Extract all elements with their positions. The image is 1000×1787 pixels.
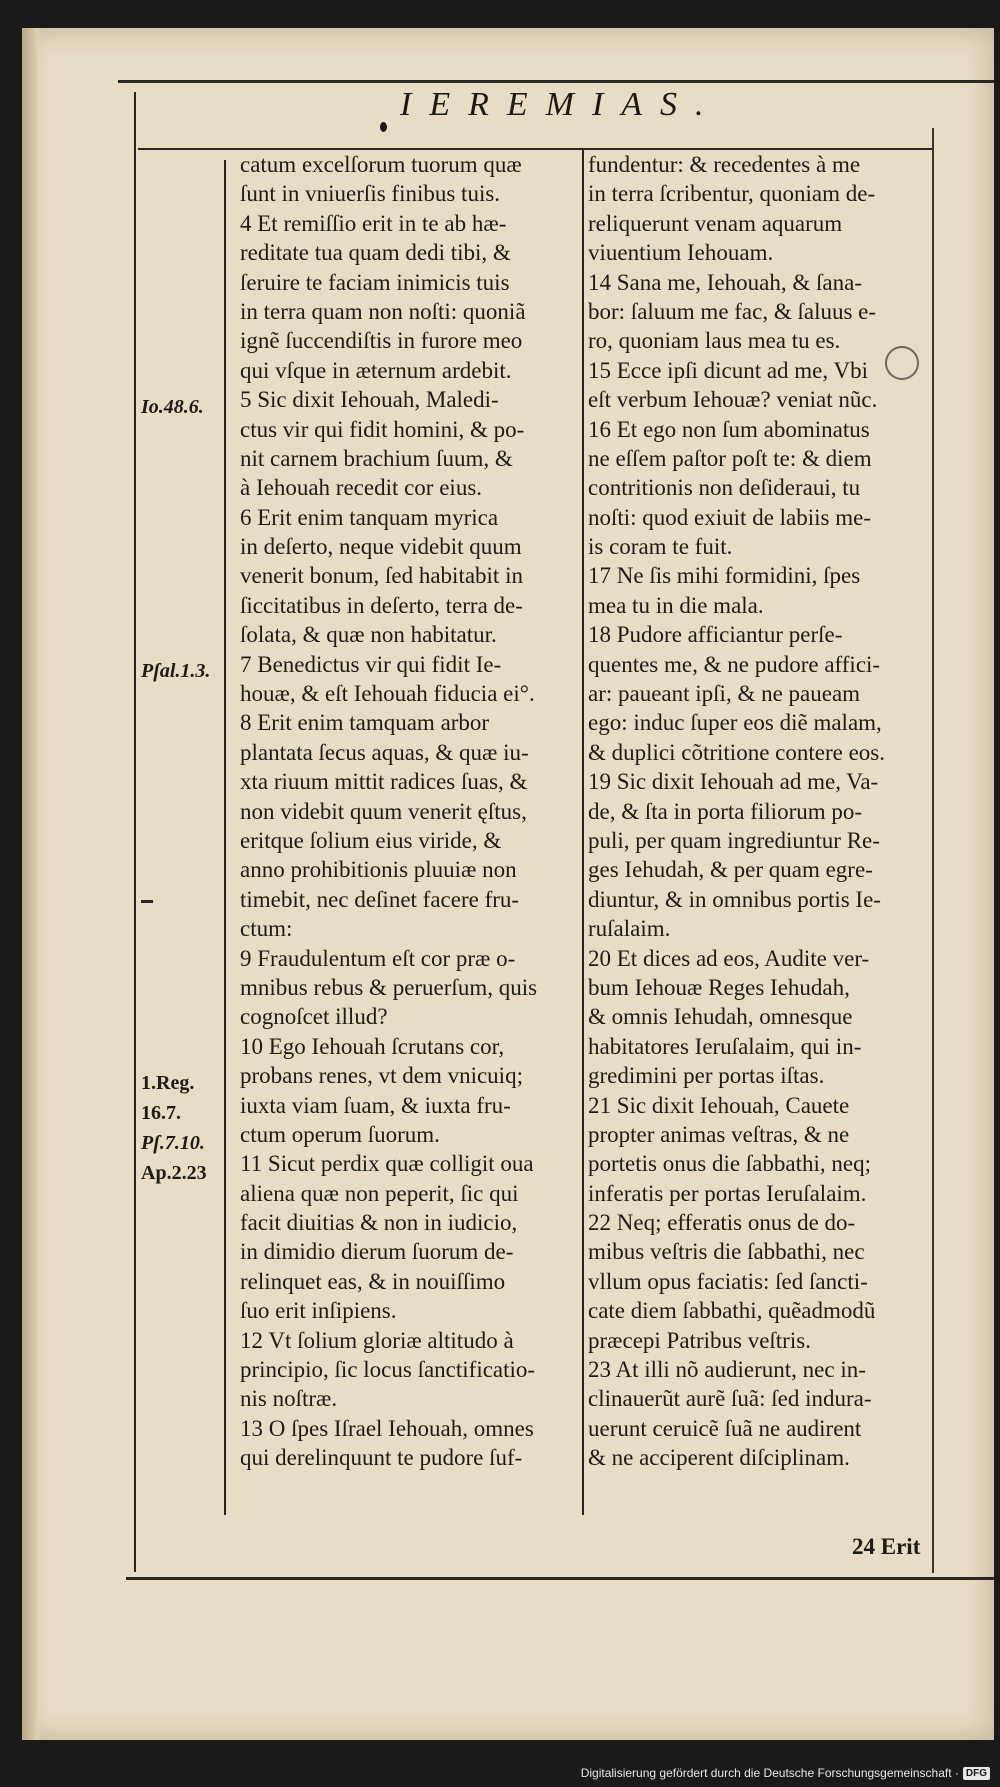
text-line: timebit, nec deſinet facere fru- (240, 886, 520, 912)
text-line: mea tu in die mala. (588, 592, 764, 618)
digitization-footer (581, 1766, 990, 1780)
left-text-column (240, 150, 580, 1473)
text-line: bum Iehouæ Reges Iehudah, (588, 974, 850, 1000)
right-border-line (932, 128, 934, 1573)
marginal-note: Io.48.6. (141, 396, 204, 418)
dfg-logo: DFG (963, 1767, 990, 1780)
text-line: 10 Ego Iehouah ſcrutans cor, (240, 1033, 505, 1059)
text-line: principio, ſic locus ſanctificatio- (240, 1357, 536, 1383)
text-line: cate diem ſabbathi, quẽadmodũ (588, 1298, 876, 1324)
text-line: 20 Et dices ad eos, Audite ver- (588, 945, 870, 971)
text-line: fundentur: & recedentes à me (588, 152, 861, 177)
marginal-note: Pſal.1.3. (141, 660, 211, 682)
text-line: ſunt in vniuerſis finibus tuis. (240, 181, 501, 207)
text-line: 17 Ne ſis mihi formidini, ſpes (588, 563, 861, 589)
text-line: ruſalaim. (588, 916, 671, 942)
text-line: ſiccitatibus in deſerto, terra de- (240, 592, 523, 618)
text-line: 4 Et remiſſio erit in te ab hæ- (240, 210, 507, 236)
text-line: ego: induc ſuper eos diẽ malam, (588, 710, 882, 736)
text-line: eritque ſolium eius viride, & (240, 827, 502, 853)
text-line: ſolata, & quæ non habitatur. (240, 622, 497, 648)
marginal-note: Pſ.7.10. (141, 1132, 205, 1154)
text-line: is coram te fuit. (588, 534, 733, 560)
text-line: 23 At illi nõ audierunt, nec in- (588, 1357, 866, 1383)
text-line: quentes me, & ne pudore affici- (588, 651, 881, 677)
text-line: in dimidio dierum ſuorum de- (240, 1239, 514, 1265)
marginal-note: 1.Reg. (141, 1072, 195, 1094)
text-line: in terra quam non noſti: quoniã (240, 298, 526, 324)
text-line: catum excelſorum tuorum quæ (240, 152, 522, 177)
text-line: 5 Sic dixit Iehouah, Maledi- (240, 387, 499, 413)
top-rule (118, 80, 994, 83)
text-line: 16 Et ego non ſum abominatus (588, 416, 870, 442)
text-line: ges Iehudah, & per quam egre- (588, 857, 873, 883)
text-line: 13 O ſpes Iſrael Iehouah, omnes (240, 1415, 534, 1441)
text-line: & ne acciperent diſciplinam. (588, 1445, 850, 1471)
text-line: viuentium Iehouam. (588, 240, 774, 266)
text-line: 14 Sana me, Iehouah, & ſana- (588, 269, 862, 295)
text-line: mibus veſtris die ſabbathi, nec (588, 1239, 865, 1265)
text-line: uerunt ceruicẽ ſuã ne audirent (588, 1415, 862, 1441)
text-line: gredimini per portas iſtas. (588, 1063, 825, 1089)
text-line: 11 Sicut perdix quæ colligit oua (240, 1151, 534, 1177)
text-line: diuntur, & in omnibus portis Ie- (588, 886, 881, 912)
text-line: 21 Sic dixit Iehouah, Cauete (588, 1092, 850, 1118)
text-line: præcepi Patribus veſtris. (588, 1327, 811, 1353)
footer-text: Digitalisierung gefördert durch die Deutsche Forschungsgemeinschaft · (580, 1766, 959, 1780)
text-line: iuxta viam ſuam, & iuxta fru- (240, 1092, 511, 1118)
text-line: reliquerunt venam aquarum (588, 210, 843, 236)
column-divider (582, 150, 584, 1515)
text-line: 19 Sic dixit Iehouah ad me, Va- (588, 769, 879, 795)
text-line: mnibus rebus & peruerſum, quis (240, 974, 538, 1000)
text-line: 15 Ecce ipſi dicunt ad me, Vbi (588, 357, 868, 383)
text-line: habitatores Ieruſalaim, qui in- (588, 1033, 862, 1059)
text-line: puli, per quam ingrediuntur Re- (588, 827, 880, 853)
text-line: bor: ſaluum me fac, & ſaluus e- (588, 298, 877, 324)
text-line: propter animas veſtras, & ne (588, 1121, 850, 1147)
text-line: nis noſtræ. (240, 1386, 338, 1412)
text-line: ſuo erit inſipiens. (240, 1298, 397, 1324)
text-line: 8 Erit enim tamquam arbor (240, 710, 490, 736)
text-line: vllum opus faciatis: ſed ſancti- (588, 1268, 868, 1294)
page-gutter-edge (22, 28, 38, 1740)
text-line: nit carnem brachium ſuum, & (240, 445, 513, 471)
text-line: à Iehouah recedit cor eius. (240, 475, 483, 501)
bottom-rule (126, 1577, 994, 1580)
text-line: ſeruire te faciam inimicis tuis (240, 269, 510, 295)
text-line: eſt verbum Iehouæ? veniat nũc. (588, 387, 878, 413)
text-line: houæ, & eſt Iehouah fiducia ei°. (240, 681, 535, 707)
text-line: plantata ſecus aquas, & quæ iu- (240, 739, 529, 765)
text-line: 22 Neq; efferatis onus de do- (588, 1210, 856, 1236)
text-line: & omnis Iehudah, omnesque (588, 1004, 853, 1030)
text-line: contritionis non deſideraui, tu (588, 475, 861, 501)
text-line: clinauerũt aurẽ ſuã: ſed indura- (588, 1386, 872, 1412)
ornament-dot (380, 122, 387, 132)
text-line: de, & ſta in porta filiorum po- (588, 798, 863, 824)
text-line: relinquet eas, & in nouiſſimo (240, 1268, 506, 1294)
marginal-note: 16.7. (141, 1102, 181, 1124)
text-line: facit diuitias & non in iudicio, (240, 1210, 518, 1236)
text-line: ignẽ ſuccendiſtis in furore meo (240, 328, 523, 354)
text-line: cognoſcet illud? (240, 1004, 388, 1030)
text-line: non videbit quum venerit ęſtus, (240, 798, 527, 824)
text-line: ctum operum ſuorum. (240, 1121, 440, 1147)
text-line: ro, quoniam laus mea tu es. (588, 328, 841, 354)
text-line: ctum: (240, 916, 293, 942)
left-border-line (134, 92, 136, 1572)
text-line: qui derelinquunt te pudore ſuf- (240, 1445, 523, 1471)
text-line: venerit bonum, ſed habitabit in (240, 563, 523, 589)
library-stamp-mark (885, 346, 919, 380)
text-line: 9 Fraudulentum eſt cor præ o- (240, 945, 516, 971)
text-line: reditate tua quam dedi tibi, & (240, 240, 511, 266)
text-line: probans renes, vt dem vnicuiq; (240, 1063, 523, 1089)
catchword: 24 Erit (852, 1534, 921, 1559)
text-line: ctus vir qui fidit homini, & po- (240, 416, 525, 442)
text-line: portetis onus die ſabbathi, neq; (588, 1151, 871, 1177)
running-head: IEREMIAS. (400, 86, 722, 123)
text-line: inferatis per portas Ieruſalaim. (588, 1180, 867, 1206)
text-line: in terra ſcribentur, quoniam de- (588, 181, 876, 207)
text-line: qui vſque in æternum ardebit. (240, 357, 512, 383)
text-line: 6 Erit enim tanquam myrica (240, 504, 499, 530)
text-line: noſti: quod exiuit de labiis me- (588, 504, 871, 530)
right-text-column (588, 150, 930, 1473)
text-line: ne eſſem paſtor poſt te: & diem (588, 445, 872, 471)
text-line: in deſerto, neque videbit quum (240, 534, 522, 560)
text-line: 18 Pudore afficiantur perſe- (588, 622, 843, 648)
text-line: ar: paueant ipſi, & ne paueam (588, 681, 861, 707)
text-line: & duplici cõtritione contere eos. (588, 739, 885, 765)
marginal-note: Ap.2.23 (141, 1162, 207, 1184)
text-line: 7 Benedictus vir qui fidit Ie- (240, 651, 502, 677)
text-line: aliena quæ non peperit, ſic qui (240, 1180, 519, 1206)
text-line: 12 Vt ſolium gloriæ altitudo à (240, 1327, 514, 1353)
text-line: anno prohibitionis pluuiæ non (240, 857, 517, 883)
margin-divider (224, 160, 226, 1515)
text-line: xta riuum mittit radices ſuas, & (240, 769, 528, 795)
marginal-dash (141, 900, 153, 903)
